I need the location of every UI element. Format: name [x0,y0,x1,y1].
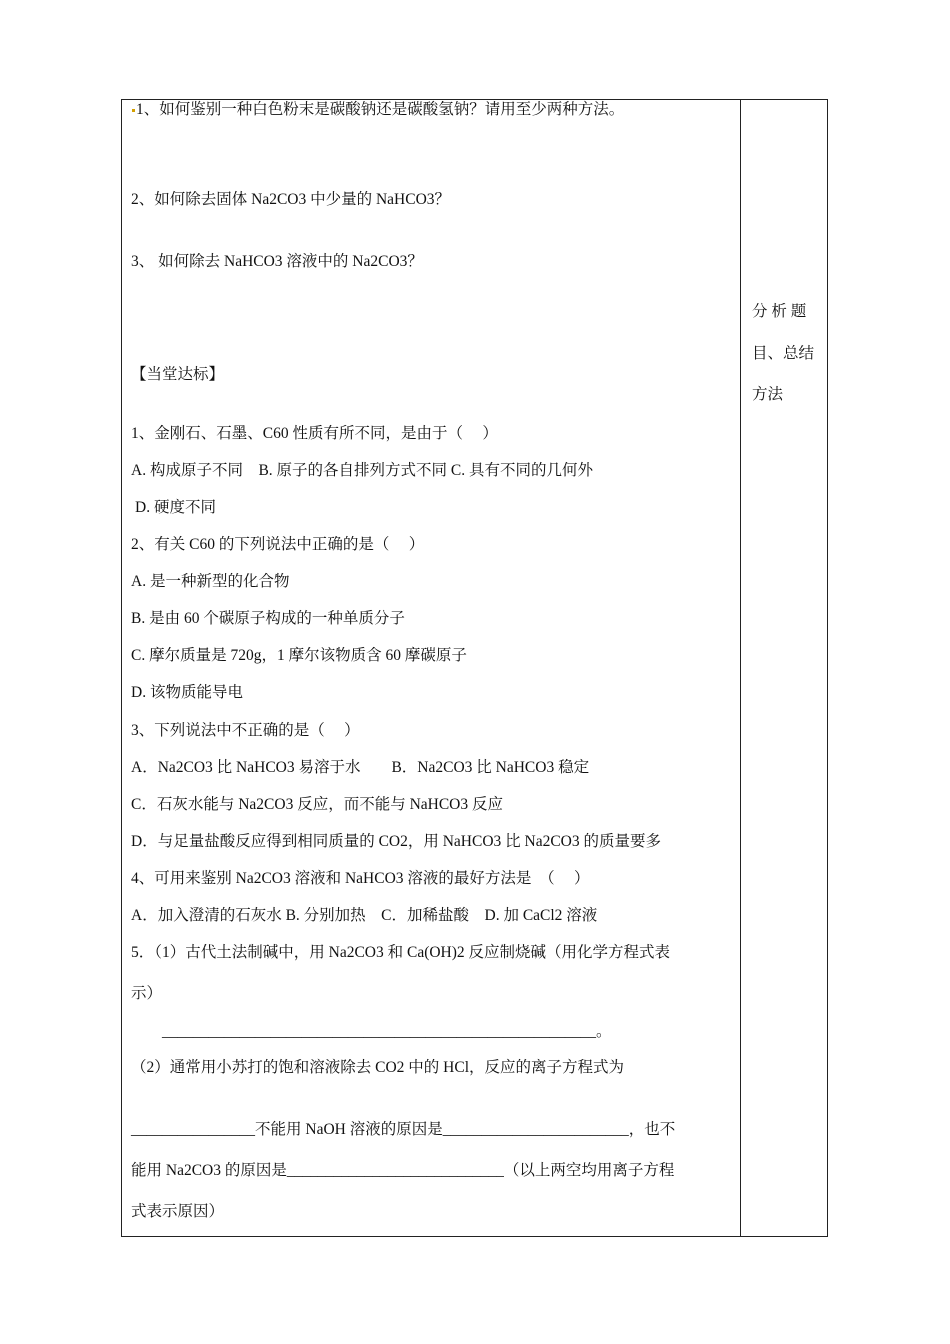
sidebar-note-line-3: 方法 [752,386,784,403]
section-heading: 【当堂达标】 [131,366,225,383]
exercise-3: 3、下列说法中不正确的是（ ） [131,722,360,739]
exercise-2-option-d: D. 该物质能导电 [131,684,243,701]
exercise-2-option-c: C. 摩尔质量是 720g，1 摩尔该物质含 60 摩碳原子 [131,647,467,664]
exercise-2: 2、有关 C60 的下列说法中正确的是（ ） [131,536,425,553]
exercise-3-option-d: D．与足量盐酸反应得到相同质量的 CO2，用 NaHCO3 比 Na2CO3 的质量要多 [131,833,662,850]
exercise-1-option-d: D. 硬度不同 [135,499,216,516]
exercise-4: 4、可用来鉴别 Na2CO3 溶液和 NaHCO3 溶液的最好方法是 （ ） [131,870,590,887]
exercise-2-option-b: B. 是由 60 个碳原子构成的一种单质分子 [131,610,405,627]
exercise-4-options: A．加入澄清的石灰水 B. 分别加热 C．加稀盐酸 D. 加 CaCl2 溶液 [131,907,598,924]
answer-note: 式表示原因） [131,1203,225,1220]
question-1: 1、如何鉴别一种白色粉末是碳酸钠还是碳酸氢钠？请用至少两种方法。 [131,100,624,120]
sidebar-note-line-2: 目、总结 [752,345,815,362]
answer-blank-3: 能用 Na2CO3 的原因是____________________________（以上两空均用离子方程 [131,1162,675,1179]
question-3: 3、 如何除去 NaHCO3 溶液中的 Na2CO3？ [131,253,423,270]
edit-mark [132,109,135,112]
column-divider [740,99,741,1237]
exercise-5: 5．（1）古代土法制碱中，用 Na2CO3 和 Ca(OH)2 反应制烧碱（用化学方程式表 [131,944,671,961]
answer-blanks-2: ________________不能用 NaOH 溶液的原因是________________________，也不 [131,1121,676,1138]
exercise-1: 1、金刚石、石墨、C60 性质有所不同，是由于（ ） [131,425,498,442]
exercise-5-part-2: （2）通常用小苏打的饱和溶液除去 CO2 中的 HCl，反应的离子方程式为 [131,1059,624,1076]
exercise-2-option-a: A. 是一种新型的化合物 [131,573,290,590]
exercise-3-option-c: C．石灰水能与 Na2CO3 反应，而不能与 NaHCO3 反应 [131,796,503,813]
question-2: 2、如何除去固体 Na2CO3 中少量的 NaHCO3？ [131,191,451,208]
exercise-1-options: A. 构成原子不同 B. 原子的各自排列方式不同 C. 具有不同的几何外 [131,462,593,479]
answer-blank-1: ________________________________________________________。 [131,1023,612,1040]
sidebar-note-line-1: 分 析 题 [752,303,807,320]
exercise-5-cont: 示） [131,985,163,1002]
exercise-3-options-ab: A．Na2CO3 比 NaHCO3 易溶于水 B．Na2CO3 比 NaHCO3 稳定 [131,759,590,776]
